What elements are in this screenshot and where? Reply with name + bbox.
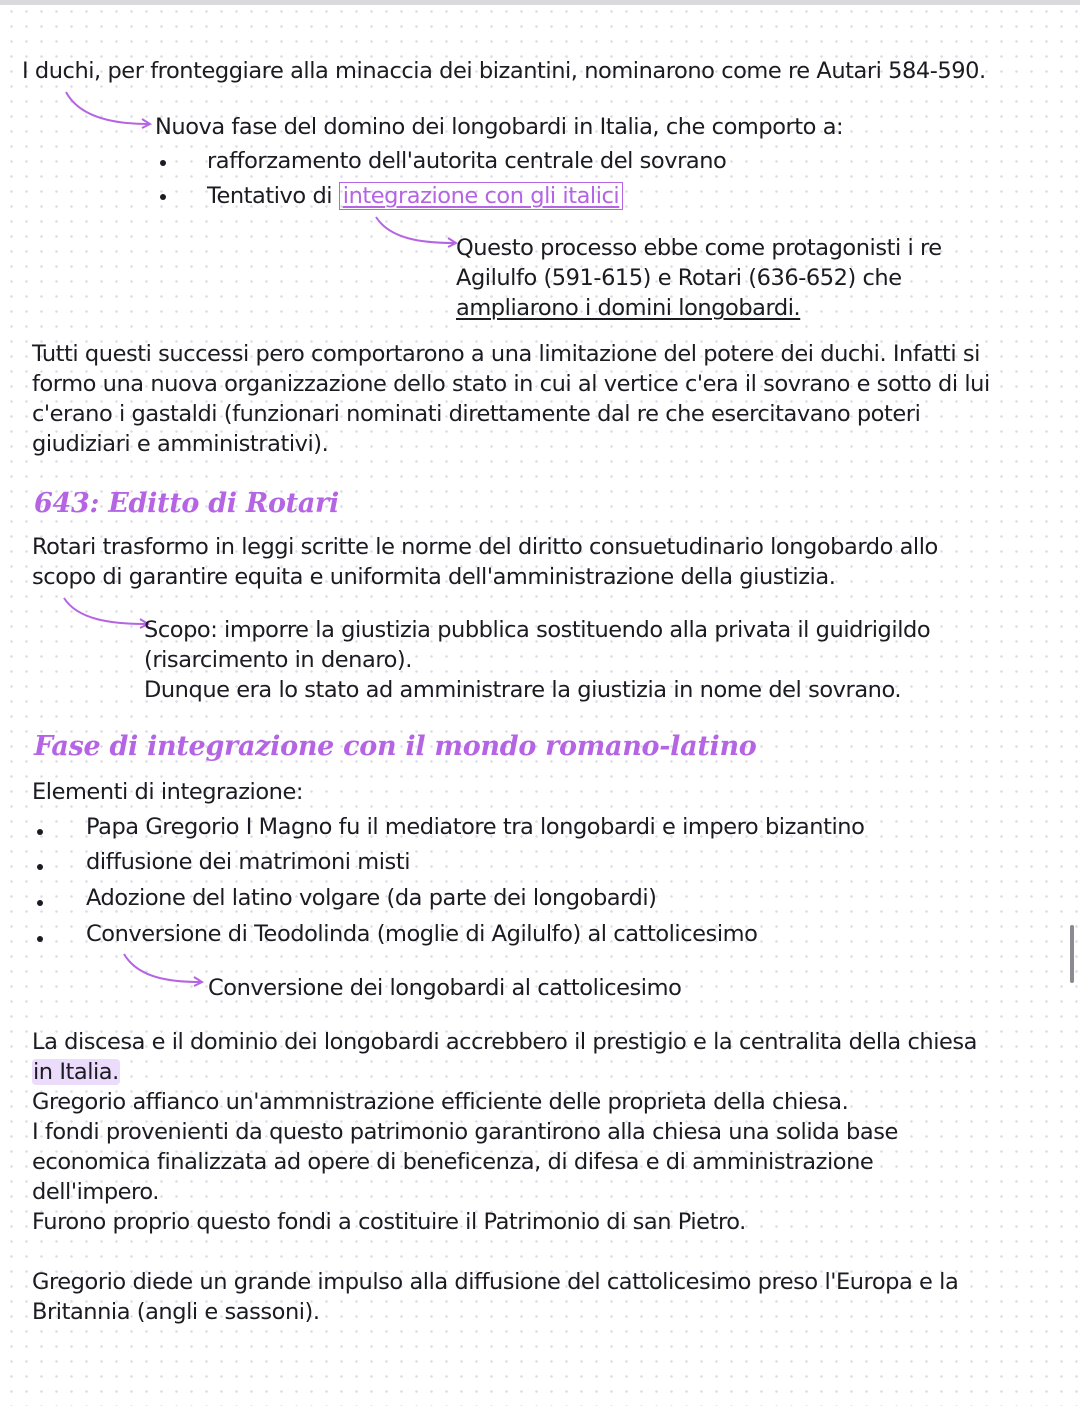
heading-integrazione-text: Fase di integrazione con il mondo romano-latino bbox=[34, 731, 757, 762]
line-27 bbox=[32, 1147, 873, 1177]
line-26 bbox=[32, 1117, 898, 1147]
line-30 bbox=[32, 1267, 958, 1297]
line-11 bbox=[32, 429, 328, 459]
line-28 bbox=[32, 1177, 159, 1207]
text-rotari-trasformo: Rotari trasformo in leggi scritte le norme del diritto consuetudinario longobardo allo bbox=[32, 534, 938, 560]
line-13 bbox=[32, 562, 835, 592]
line-25 bbox=[32, 1087, 848, 1117]
heading-editto-text: 643: Editto di Rotari bbox=[34, 488, 339, 519]
text-gregorio-impulso: Gregorio diede un grande impulso alla diffusione del cattolicesimo preso l'Europa e la bbox=[32, 1269, 959, 1295]
line-22 bbox=[208, 973, 681, 1003]
text-latino-volgare: Adozione del latino volgare (da parte dei longobardi) bbox=[86, 885, 657, 911]
text-rafforzamento: rafforzamento dell'autorita centrale del sovrano bbox=[207, 148, 727, 174]
line-16 bbox=[144, 675, 901, 705]
line-8 bbox=[32, 339, 980, 369]
curved-arrow-icon bbox=[60, 594, 156, 634]
text-teodolinda: Conversione di Teodolinda (moglie di Agilulfo) al cattolicesimo bbox=[86, 921, 758, 947]
text-papa-gregorio: Papa Gregorio I Magno fu il mediatore tra longobardi e impero bizantino bbox=[86, 814, 865, 840]
line-10 bbox=[32, 399, 920, 429]
text-questo-processo: Questo processo ebbe come protagonisti i re bbox=[456, 235, 942, 261]
text-economica: economica finalizzata ad opere di beneficenza, di difesa e di amministrazione bbox=[32, 1149, 874, 1175]
text-intro: I duchi, per fronteggiare alla minaccia dei bizantini, nominarono come re Autari 584-590. bbox=[22, 58, 986, 84]
line-14 bbox=[144, 615, 930, 645]
line-31 bbox=[32, 1297, 320, 1327]
line-3 bbox=[207, 146, 726, 176]
text-patrimonio: Furono proprio questo fondi a costituire il Patrimonio di san Pietro. bbox=[32, 1209, 746, 1235]
text-discesa: La discesa e il dominio dei longobardi accrebbero il prestigio e la centralita della chiesa bbox=[32, 1029, 977, 1055]
text-impero: dell'impero. bbox=[32, 1179, 159, 1205]
line-9 bbox=[32, 369, 990, 399]
text-integrazione-italici: integrazione con gli italici bbox=[339, 182, 623, 210]
line-18 bbox=[86, 812, 864, 842]
top-bar bbox=[0, 0, 1080, 5]
curved-arrow-icon bbox=[60, 88, 160, 128]
line-5 bbox=[456, 233, 942, 263]
curved-arrow-icon bbox=[120, 950, 210, 990]
bullet-icon bbox=[160, 194, 166, 200]
heading-editto-rotari bbox=[34, 488, 339, 519]
line-15 bbox=[144, 645, 412, 675]
text-agilulfo-rotari: Agilulfo (591-615) e Rotari (636-652) che bbox=[456, 265, 902, 291]
text-giudiziari: giudiziari e amministrativi). bbox=[32, 431, 329, 457]
text-matrimoni: diffusione dei matrimoni misti bbox=[86, 849, 411, 875]
text-gastaldi: c'erano i gastaldi (funzionari nominati direttamente dal re che esercitavano poteri bbox=[32, 401, 921, 427]
line-19 bbox=[86, 847, 410, 877]
text-dunque: Dunque era lo stato ad amministrare la giustizia in nome del sovrano. bbox=[144, 677, 902, 703]
line-17 bbox=[32, 777, 303, 807]
text-tutti-successi: Tutti questi successi pero comportarono a una limitazione del potere dei duchi. Infatti si bbox=[32, 341, 980, 367]
scrollbar[interactable] bbox=[1070, 925, 1074, 983]
bullet-icon bbox=[37, 864, 43, 870]
line-6 bbox=[456, 263, 902, 293]
text-elementi: Elementi di integrazione: bbox=[32, 779, 303, 805]
line-2 bbox=[155, 112, 843, 142]
line-4 bbox=[207, 181, 623, 211]
curved-arrow-icon bbox=[372, 213, 462, 253]
text-ampliarono: ampliarono i domini longobardi. bbox=[456, 295, 801, 321]
line-29 bbox=[32, 1207, 746, 1237]
bullet-icon bbox=[37, 936, 43, 942]
line-1 bbox=[22, 56, 986, 86]
bullet-icon bbox=[37, 900, 43, 906]
line-12 bbox=[32, 532, 938, 562]
text-gregorio-affianco: Gregorio affianco un'ammnistrazione efficiente delle proprieta della chiesa. bbox=[32, 1089, 849, 1115]
text-risarcimento: (risarcimento in denaro). bbox=[144, 647, 412, 673]
line-24 bbox=[32, 1057, 120, 1087]
text-in-italia: in Italia. bbox=[33, 1059, 119, 1085]
text-organizzazione: formo una nuova organizzazione dello stato in cui al vertice c'era il sovrano e sotto di lui bbox=[32, 371, 990, 397]
line-20 bbox=[86, 883, 656, 913]
text-tentativo: Tentativo di bbox=[207, 183, 339, 209]
line-7 bbox=[456, 293, 800, 323]
line-21 bbox=[86, 919, 757, 949]
line-23 bbox=[32, 1027, 977, 1057]
text-britannia: Britannia (angli e sassoni). bbox=[32, 1299, 320, 1325]
bullet-icon bbox=[37, 829, 43, 835]
text-scopo-imporre: Scopo: imporre la giustizia pubblica sostituendo alla privata il guidrigildo bbox=[144, 617, 931, 643]
text-conversione-longobardi: Conversione dei longobardi al cattolicesimo bbox=[208, 975, 682, 1001]
text-scopo-garantire: scopo di garantire equita e uniformita dell'amministrazione della giustizia. bbox=[32, 564, 836, 590]
text-fondi: I fondi provenienti da questo patrimonio garantirono alla chiesa una solida base bbox=[32, 1119, 898, 1145]
bullet-icon bbox=[160, 160, 166, 166]
text-nuova-fase: Nuova fase del domino dei longobardi in Italia, che comporto a: bbox=[155, 114, 844, 140]
heading-integrazione bbox=[34, 731, 757, 762]
